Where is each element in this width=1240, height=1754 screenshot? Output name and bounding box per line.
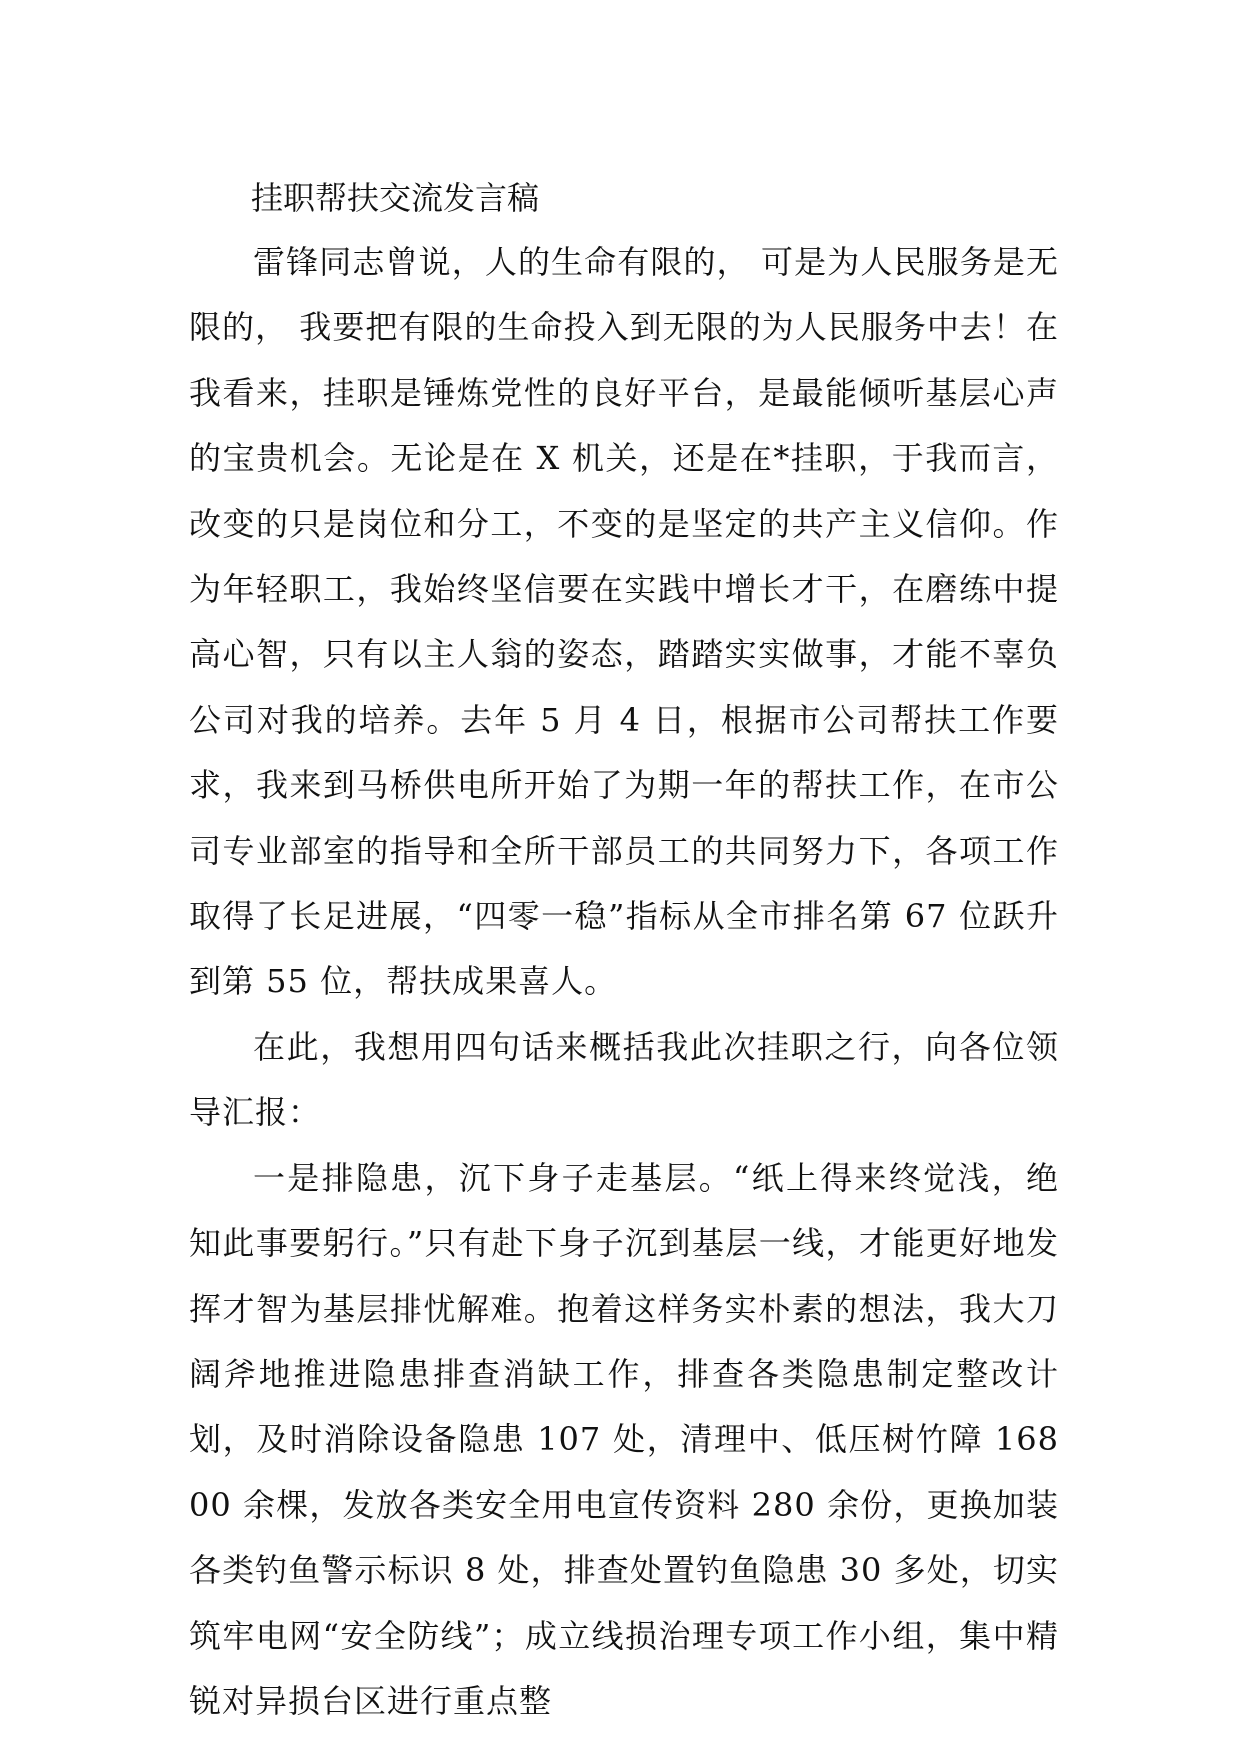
paragraph-intro: 雷锋同志曾说，人的生命有限的， 可是为人民服务是无限的， 我要把有限的生命投入到无限的为人民服务中去！在我看来，挂职是锤炼党性的良好平台，是最能倾听基层心声的宝贵机会。无论是在 X 机关，还是在*挂职，于我而言，改变的只是岗位和分工，不变的是坚定的共产主义信仰。作为年轻职工，我始终坚信要在实践中增长才干，在磨练中提高心智，只有以主人翁的姿态，踏踏实实做事，才能不辜负公司对我的培养。去年 5 月 4 日，根据市公司帮扶工作要求，我来到马桥供电所开始了为期一年的帮扶工作，在市公司专业部室的指导和全所干部员工的共同努力下，各项工作取得了长足进展，“四零一稳”指标从全市排名第 67 位跃升到第 55 位，帮扶成果喜人。: [189, 243, 1059, 1001]
paragraph-point-one: 一是排隐患，沉下身子走基层。“纸上得来终觉浅，绝知此事要躬行。”只有赴下身子沉到基层一线，才能更好地发挥才智为基层排忧解难。抱着这样务实朴素的想法，我大刀阔斧地推进隐患排查消缺工作，排查各类隐患制定整改计划，及时消除设备隐患 107 处，清理中、低压树竹障 16800 余棵，发放各类安全用电宣传资料 280 余份，更换加装各类钓鱼警示标识 8 处，排查处置钓鱼隐患 30 多处，切实筑牢电网“安全防线”；成立线损治理专项工作小组，集中精锐对异损台区进行重点整: [189, 1158, 1059, 1720]
paragraph-summary: 在此，我想用四句话来概括我此次挂职之行，向各位领导汇报：: [189, 1027, 1059, 1132]
document-body: [189, 166, 1059, 1734]
document-title: 挂职帮扶交流发言稿: [251, 179, 540, 217]
